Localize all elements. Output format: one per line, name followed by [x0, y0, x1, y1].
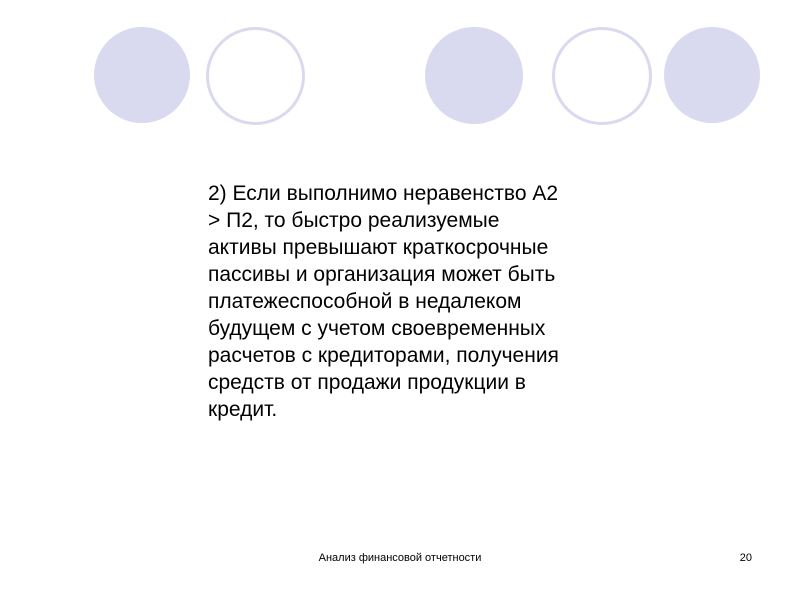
decorative-circle-filled — [664, 27, 760, 123]
slide-body-text: 2) Если выполнимо неравенство А2 > П2, то быстро реализуемые активы превышают краткосрочные пассивы и организация может быть платежеспособной в недалеком будущем с учетом своевременных расчетов с кредиторами, получения средств от продажи продукции в кредит. — [208, 182, 559, 421]
decorative-circle-outline — [206, 27, 305, 125]
footer-title: Анализ финансовой отчетности — [318, 552, 482, 564]
decorative-circle-outline — [552, 27, 652, 125]
page-number: 20 — [739, 552, 752, 564]
decorative-circle-filled — [425, 27, 523, 124]
decorative-circle-filled — [94, 27, 190, 123]
